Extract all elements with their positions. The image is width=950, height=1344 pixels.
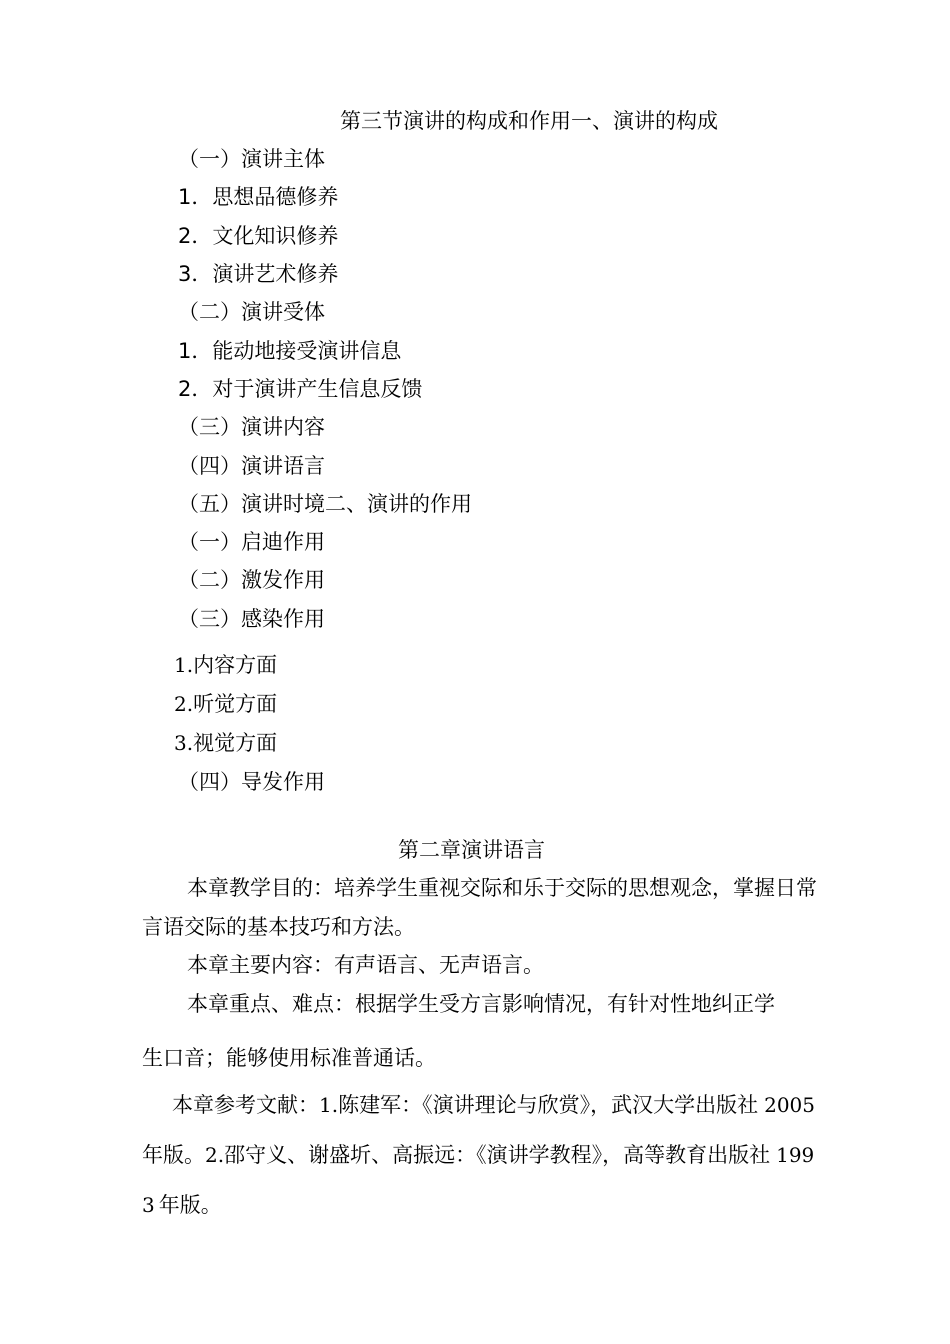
references-line [142, 1141, 814, 1169]
outline-item: （四）导发作用 [178, 770, 325, 794]
outline-item: （五）演讲时境二、演讲的作用 [178, 492, 472, 516]
outline-item: （三）演讲内容 [178, 415, 325, 439]
outline-item: 3．演讲艺术修养 [178, 262, 339, 286]
reference-number: 1. [319, 1093, 339, 1117]
sub-outline-number: 3. [174, 731, 194, 755]
references-line [172, 1091, 815, 1119]
outline-item: 2．对于演讲产生信息反馈 [178, 377, 423, 401]
sub-outline-item [174, 729, 277, 757]
outline-item: 1．思想品德修养 [178, 185, 339, 209]
reference-number: 2. [205, 1143, 225, 1167]
sub-outline-item [174, 690, 277, 718]
outline-item: （一）启迪作用 [178, 530, 325, 554]
sub-outline-number: 2. [174, 692, 194, 716]
content-paragraph: 本章主要内容：有声语言、无声语言。 [187, 953, 544, 977]
key-points-paragraph-line: 生口音；能够使用标准普通话。 [142, 1046, 436, 1070]
outline-item: （二）激发作用 [178, 568, 325, 592]
outline-item: （二）演讲受体 [178, 300, 325, 324]
key-points-paragraph-line: 本章重点、难点：根据学生受方言影响情况，有针对性地纠正学 [187, 992, 775, 1016]
reference-year: 2005 [764, 1093, 815, 1117]
sub-outline-text: 听觉方面 [193, 692, 278, 716]
outline-item: （四）演讲语言 [178, 454, 325, 478]
references-line [142, 1191, 222, 1219]
outline-item: 2．文化知识修养 [178, 224, 339, 248]
chapter-title: 第二章演讲语言 [398, 838, 545, 862]
outline-item: （三）感染作用 [178, 607, 325, 631]
reference-text: 年版。 [158, 1193, 222, 1217]
sub-outline-item [174, 651, 277, 679]
reference-year: 199 [776, 1143, 815, 1167]
sub-outline-text: 视觉方面 [193, 731, 278, 755]
references-label: 本章参考文献： [172, 1093, 319, 1117]
reference-text: 邵守义、谢盛圻、高振远：《演讲学教程》，高等教育出版社 [224, 1143, 771, 1167]
section-title: 第三节演讲的构成和作用一、演讲的构成 [340, 109, 718, 133]
sub-outline-number: 1. [174, 653, 194, 677]
reference-year: 3 [142, 1193, 155, 1217]
outline-item: （一）演讲主体 [178, 147, 325, 171]
objective-paragraph-line: 本章教学目的：培养学生重视交际和乐于交际的思想观念，掌握日常 [187, 876, 817, 900]
objective-paragraph-line: 言语交际的基本技巧和方法。 [142, 915, 415, 939]
sub-outline-text: 内容方面 [193, 653, 278, 677]
reference-text: 陈建军：《演讲理论与欣赏》，武汉大学出版社 [338, 1093, 759, 1117]
outline-item: 1．能动地接受演讲信息 [178, 339, 402, 363]
reference-text: 年版。 [142, 1143, 205, 1167]
